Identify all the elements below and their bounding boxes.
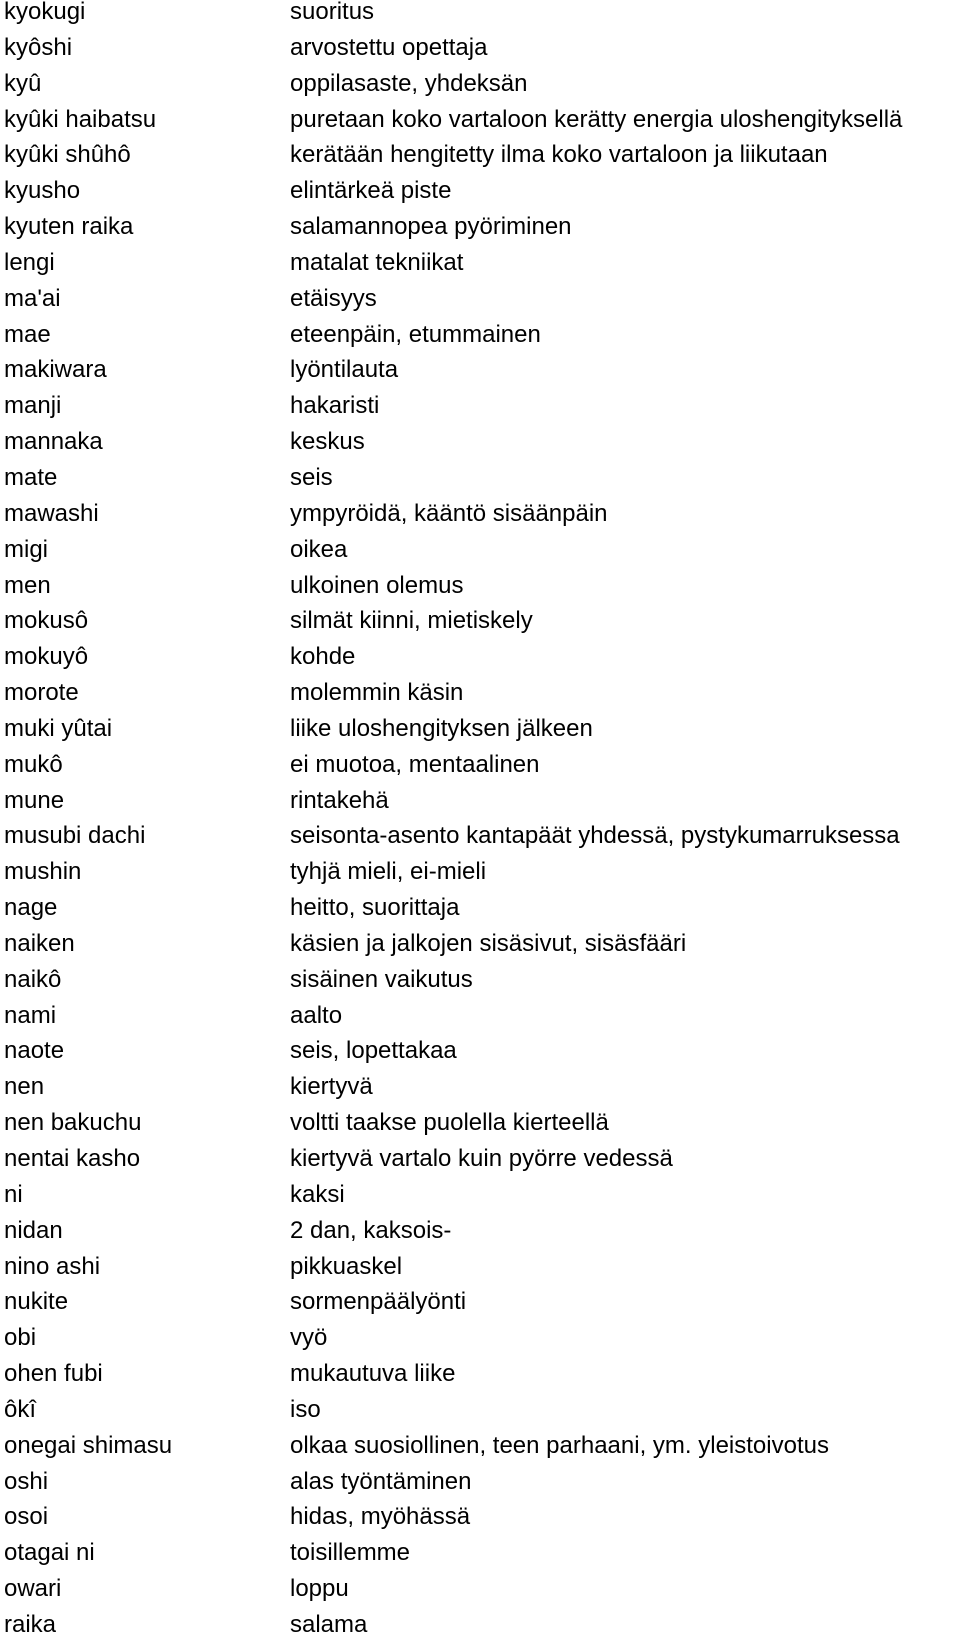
glossary-definition: eteenpäin, etummainen: [290, 320, 541, 348]
glossary-term: nage: [4, 894, 58, 922]
glossary-definition: vyö: [290, 1324, 328, 1352]
glossary-definition: ulkoinen olemus: [290, 571, 464, 599]
glossary-definition: kiertyvä: [290, 1073, 373, 1101]
glossary-term: otagai ni: [4, 1539, 95, 1567]
glossary-definition: mukautuva liike: [290, 1360, 456, 1388]
glossary-definition: oikea: [290, 535, 348, 563]
glossary-term: naikô: [4, 965, 62, 993]
glossary-term: ni: [4, 1180, 23, 1208]
glossary-definition: kohde: [290, 643, 356, 671]
glossary-term: ohen fubi: [4, 1360, 103, 1388]
glossary-term: nidan: [4, 1216, 63, 1244]
glossary-term: onegai shimasu: [4, 1431, 173, 1459]
glossary-term: nentai kasho: [4, 1145, 141, 1172]
glossary-term: mate: [4, 463, 58, 491]
glossary-term: mushin: [4, 858, 82, 886]
glossary-term: oshi: [4, 1467, 49, 1495]
glossary-term: manji: [4, 392, 62, 420]
glossary-term: kyû: [4, 69, 42, 97]
glossary-definition: ympyröidä, kääntö sisäänpäin: [290, 499, 608, 527]
glossary-definition: voltti taakse puolella kierteellä: [290, 1109, 609, 1137]
glossary-definition: lyöntilauta: [290, 356, 399, 384]
glossary-term: lengi: [4, 248, 55, 276]
glossary-definition: puretaan koko vartaloon kerätty energia uloshengityksellä: [290, 105, 903, 133]
glossary-term: men: [4, 571, 51, 599]
glossary-term: mawashi: [4, 499, 99, 527]
glossary-term: kyuten raika: [4, 213, 134, 241]
glossary-definition: liike uloshengityksen jälkeen: [290, 714, 593, 742]
glossary-term: nen bakuchu: [4, 1109, 142, 1137]
glossary-definition: toisillemme: [290, 1539, 411, 1567]
glossary-definition: etäisyys: [290, 284, 377, 312]
glossary-term: kyûki haibatsu: [4, 105, 157, 133]
glossary-definition: silmät kiinni, mietiskely: [290, 607, 533, 635]
glossary-definition: hidas, myöhässä: [290, 1503, 471, 1531]
glossary-definition: hakaristi: [290, 392, 380, 420]
glossary-term: morote: [4, 679, 79, 707]
glossary-definition: kaksi: [290, 1180, 345, 1208]
glossary-definition: oppilasaste, yhdeksän: [290, 69, 528, 97]
glossary-definition: käsien ja jalkojen sisäsivut, sisäsfääri: [290, 929, 687, 957]
glossary-definition: sormenpäälyönti: [290, 1288, 467, 1316]
glossary-term: kyusho: [4, 177, 81, 205]
glossary-term: musubi dachi: [4, 822, 146, 850]
glossary-term: nami: [4, 1001, 57, 1029]
glossary-term: mannaka: [4, 428, 103, 456]
glossary-definition: 2 dan, kaksois-: [290, 1216, 452, 1244]
glossary-definition: molemmin käsin: [290, 679, 464, 707]
glossary-term: nukite: [4, 1288, 69, 1316]
glossary-definition: sisäinen vaikutus: [290, 965, 473, 993]
glossary-term: muki yûtai: [4, 714, 113, 742]
glossary-definition: arvostettu opettaja: [290, 33, 488, 61]
glossary-term: mune: [4, 786, 65, 814]
glossary-term: mae: [4, 320, 51, 348]
glossary-term: nino ashi: [4, 1252, 101, 1280]
glossary-definition: rintakehä: [290, 786, 389, 814]
glossary-term: raika: [4, 1610, 57, 1638]
glossary-definition: matalat tekniikat: [290, 248, 464, 276]
glossary-definition: suoritus: [290, 0, 375, 25]
glossary-term: nen: [4, 1073, 45, 1101]
glossary-term: kyûki shûhô: [4, 141, 131, 169]
glossary-term: kyôshi: [4, 33, 73, 61]
glossary-definition: alas työntäminen: [290, 1467, 472, 1495]
glossary-term: naote: [4, 1037, 65, 1065]
glossary-definition: seis: [290, 463, 333, 491]
glossary-definition: pikkuaskel: [290, 1252, 403, 1280]
glossary-definition: salama: [290, 1610, 368, 1638]
glossary-term: obi: [4, 1324, 37, 1352]
glossary-term: ôkî: [4, 1395, 37, 1423]
glossary-definition: tyhjä mieli, ei-mieli: [290, 858, 487, 886]
glossary-definition: seis, lopettakaa: [290, 1037, 457, 1065]
glossary-definition: iso: [290, 1395, 321, 1423]
glossary-term: mokuyô: [4, 643, 89, 671]
glossary-definition: ei muotoa, mentaalinen: [290, 750, 540, 778]
glossary-term: naiken: [4, 929, 75, 957]
glossary-definition: keskus: [290, 428, 365, 456]
glossary-term: kyokugi: [4, 0, 86, 25]
glossary-definition: loppu: [290, 1575, 349, 1603]
glossary-definition: salamannopea pyöriminen: [290, 213, 572, 241]
glossary-term: ma'ai: [4, 284, 61, 312]
glossary-definition: seisonta-asento kantapäät yhdessä, pystykumarruksessa: [290, 822, 900, 850]
glossary-term: mokusô: [4, 607, 89, 635]
glossary-definition: olkaa suosiollinen, teen parhaani, ym. yleistoivotus: [290, 1431, 829, 1459]
glossary-term: osoi: [4, 1503, 49, 1531]
glossary-term: migi: [4, 535, 49, 563]
glossary-definition: heitto, suorittaja: [290, 894, 460, 922]
glossary-definition: kiertyvä vartalo kuin pyörre vedessä: [290, 1145, 673, 1172]
glossary-term: mukô: [4, 750, 63, 778]
glossary-term: owari: [4, 1575, 62, 1603]
glossary-definition: elintärkeä piste: [290, 177, 452, 205]
glossary-definition: kerätään hengitetty ilma koko vartaloon ja liikutaan: [290, 141, 828, 169]
glossary-definition: aalto: [290, 1001, 343, 1029]
glossary-term: makiwara: [4, 356, 107, 384]
